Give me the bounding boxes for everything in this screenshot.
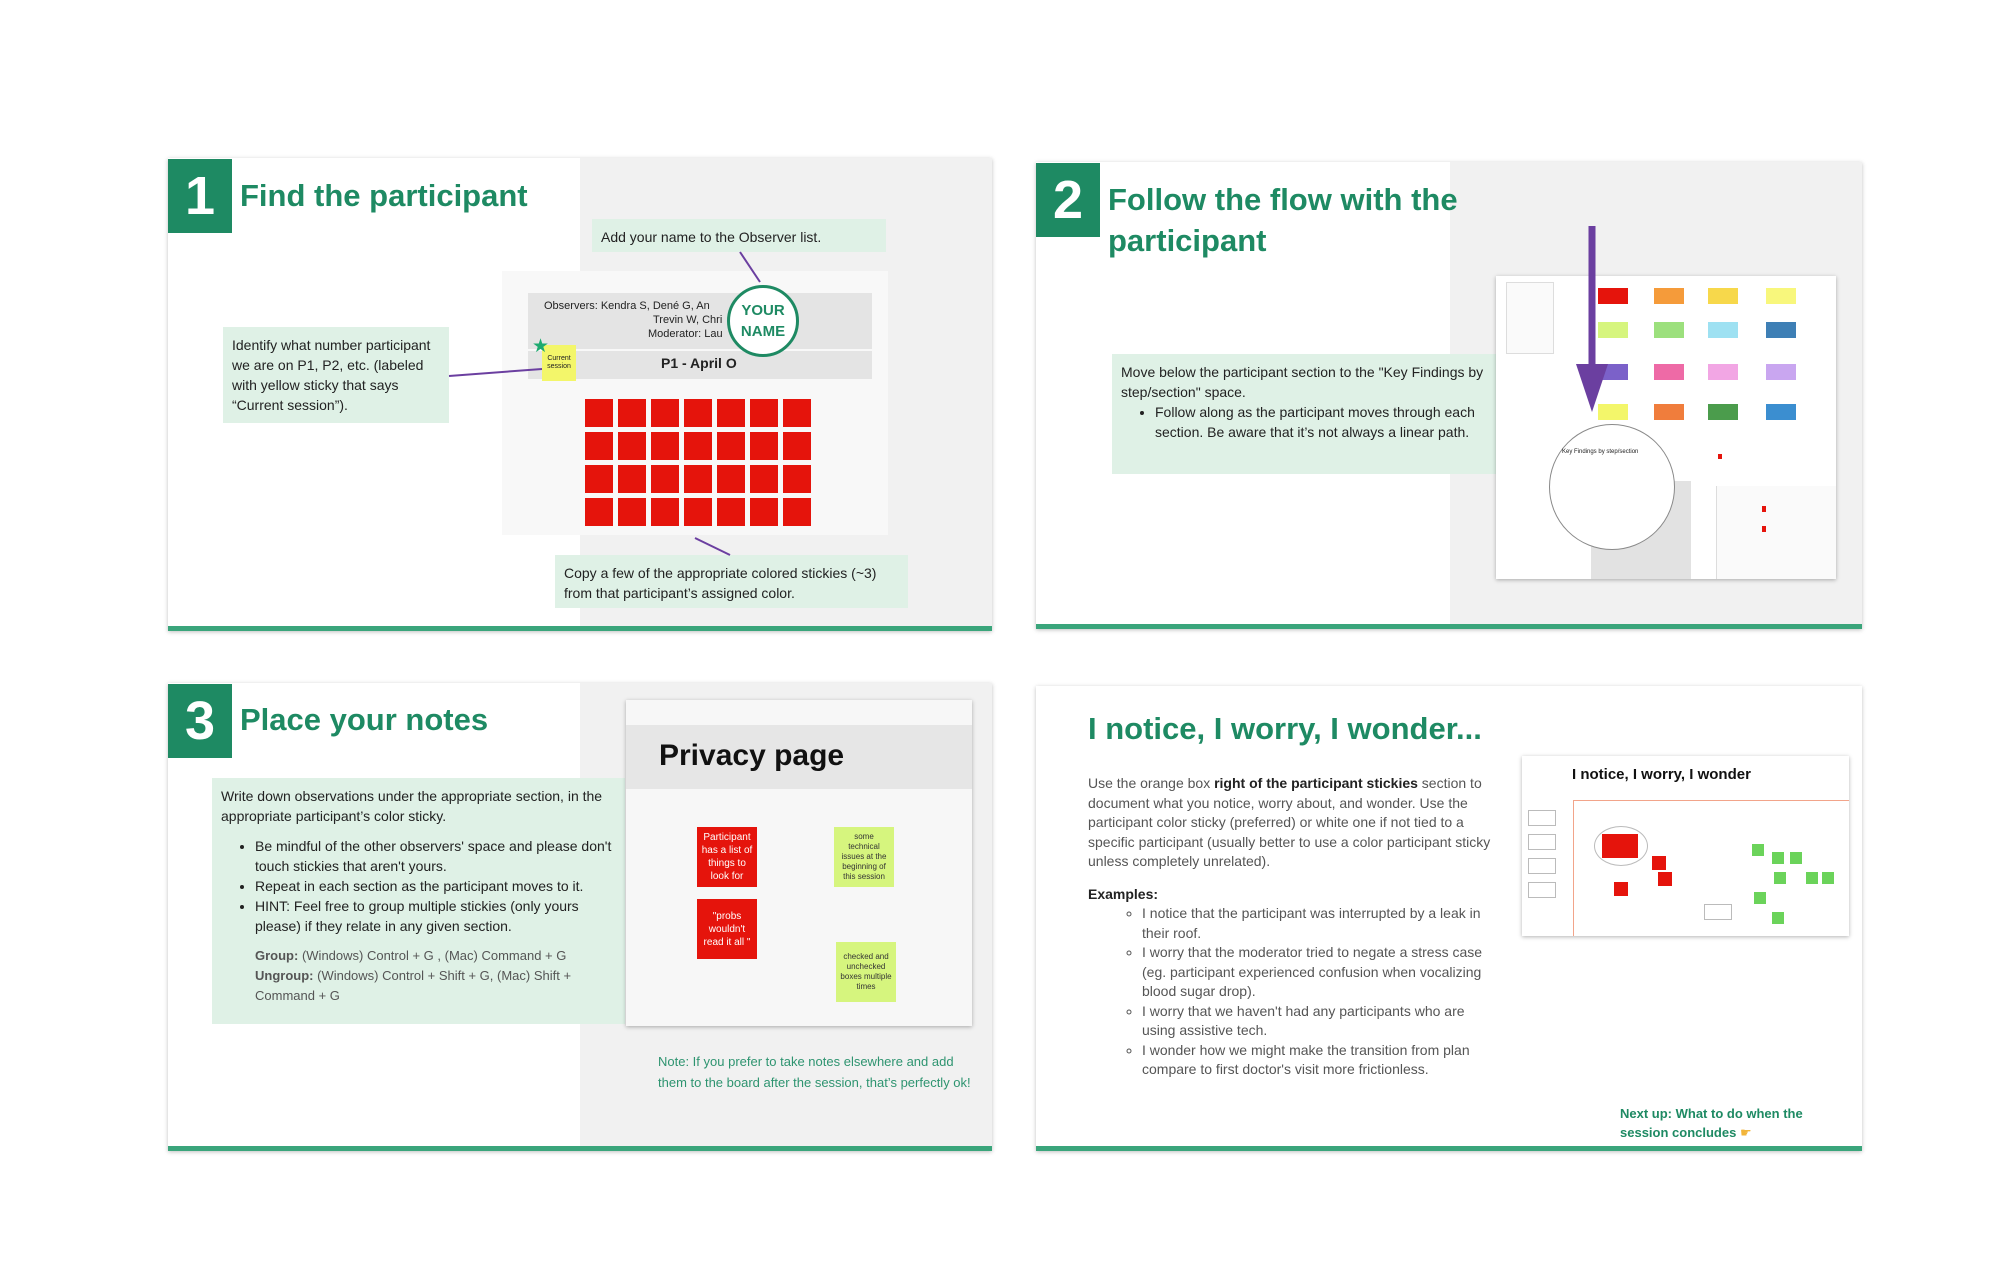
- ungroup-label: Ungroup:: [255, 968, 314, 983]
- your-name-text: YOUR NAME: [740, 302, 786, 340]
- participant-label: P1 - April O: [661, 355, 737, 371]
- step-number: 3: [168, 684, 232, 758]
- star-icon: ★: [532, 336, 550, 357]
- slide-title: Follow the flow with the participant: [1108, 182, 1458, 258]
- examples-label: Examples:: [1088, 885, 1159, 902]
- place-notes-bullet: • HINT: Feel free to group multiple stickies (only yours please) if they relate in any given section.: [255, 896, 616, 936]
- lime-sticky-text: some technical issues at the beginning of this session: [841, 832, 887, 881]
- place-notes-instructions: [212, 778, 625, 1024]
- slide-2: [1036, 162, 1862, 629]
- pointing-hand-icon: ☛: [1739, 1125, 1752, 1140]
- example-item: ◦ I worry that the moderator tried to negate a stress case (eg. participant experienced confusion when vocalizing blood sugar drop).: [1142, 943, 1493, 1002]
- privacy-title: Privacy page: [659, 739, 845, 772]
- slide-bottom-rule: [1036, 624, 1862, 629]
- red-sticky-grid: [585, 399, 811, 526]
- lime-sticky-text: checked and unchecked boxes multiple times: [840, 952, 892, 991]
- ungroup-shortcut: (Windows) Control + Shift + G, (Mac) Shift + Command + G: [255, 968, 572, 1003]
- follow-flow-intro: Move below the participant section to the "Key Findings by step/section" space.: [1121, 364, 1484, 400]
- current-session-text: Current session: [547, 355, 571, 370]
- slide-bottom-rule: [1036, 1146, 1862, 1151]
- step-number: 2: [1036, 163, 1100, 237]
- your-name-circle: [727, 285, 799, 357]
- observers-line-1: Observers: Kendra S, Dené G, An: [544, 300, 710, 312]
- slide-bottom-rule: [168, 1146, 992, 1151]
- identify-participant-note: Identify what number participant we are on P1, P2, etc. (labeled with yellow sticky that says “Current session”).: [223, 327, 449, 423]
- observers-line-3: Moderator: Lau: [648, 328, 723, 340]
- group-label: Group:: [255, 948, 299, 963]
- red-sticky-text: Participant has a list of things to look for: [701, 832, 753, 882]
- slide-title: Place your notes: [240, 702, 489, 737]
- next-up-text: Next up: What to do when the session concludes: [1620, 1106, 1803, 1140]
- down-arrow-icon: [1567, 222, 1627, 422]
- copy-stickies-note: Copy a few of the appropriate colored stickies (~3) from that participant’s assigned color.: [555, 555, 908, 608]
- slide-4: [1036, 686, 1862, 1151]
- mini-board-title: I notice, I worry, I wonder: [1572, 766, 1751, 783]
- board-thumbnail: [1496, 276, 1836, 579]
- follow-flow-bullet: • Follow along as the participant moves through each section. Be aware that it’s not always a linear path.: [1155, 402, 1488, 442]
- group-shortcut: (Windows) Control + G , (Mac) Command + G: [301, 948, 567, 963]
- slide-bottom-rule: [168, 626, 992, 631]
- slide-title: Find the participant: [240, 178, 528, 213]
- place-notes-intro: Write down observations under the appropriate section, in the appropriate participant’s color sticky.: [221, 788, 603, 824]
- follow-flow-note: [1112, 354, 1497, 474]
- slide-1: [168, 158, 992, 631]
- observers-line-2: Trevin W, Chri: [653, 314, 723, 326]
- example-item: ◦ I notice that the participant was interrupted by a leak in their roof.: [1142, 904, 1493, 943]
- next-up-link[interactable]: [1620, 1104, 1840, 1142]
- observer-note: Add your name to the Observer list.: [592, 219, 886, 252]
- slide-title: I notice, I worry, I wonder...: [1088, 711, 1482, 746]
- thumbnail-side-notes: [1506, 282, 1554, 354]
- observer-list-box: [528, 293, 872, 349]
- notice-worry-wonder-body: [1088, 774, 1493, 1080]
- example-item: ◦ I wonder how we might make the transition from plan compare to first doctor's visit more frictionless.: [1142, 1041, 1493, 1080]
- body-text-end: section to document what you notice, worry about, and wonder. Use the participant color sticky (preferred) or white one if not tied to a specific participant (usually better to use a color participant sticky unless completely unrelated).: [1088, 775, 1491, 869]
- privacy-page-preview: [626, 700, 972, 1026]
- red-sticky: [697, 899, 757, 959]
- red-sticky-text: "probs wouldn't read it all ": [703, 910, 751, 948]
- lime-sticky: [836, 942, 896, 1002]
- shortcut-info: [221, 946, 616, 1006]
- lime-sticky: [834, 827, 894, 887]
- example-item: ◦ I worry that we haven't had any participants who are using assistive tech.: [1142, 1002, 1493, 1041]
- take-notes-elsewhere-note: Note: If you prefer to take notes elsewhere and add them to the board after the session, that’s perfectly ok!: [658, 1054, 971, 1090]
- magnifier-circle: [1549, 424, 1675, 550]
- body-text-bold: right of the participant stickies: [1214, 775, 1418, 791]
- red-sticky: [697, 827, 757, 887]
- place-notes-bullet: • Be mindful of the other observers' space and please don't touch stickies that aren't yours.: [255, 836, 616, 876]
- place-notes-bullet: • Repeat in each section as the participant moves to it.: [255, 876, 616, 896]
- slide-3: [168, 683, 992, 1151]
- step-number: 1: [168, 159, 232, 233]
- body-text-start: Use the orange box: [1088, 775, 1215, 791]
- notice-board-preview: [1522, 756, 1849, 936]
- key-findings-label: Key Findings by step/section: [1562, 449, 1639, 455]
